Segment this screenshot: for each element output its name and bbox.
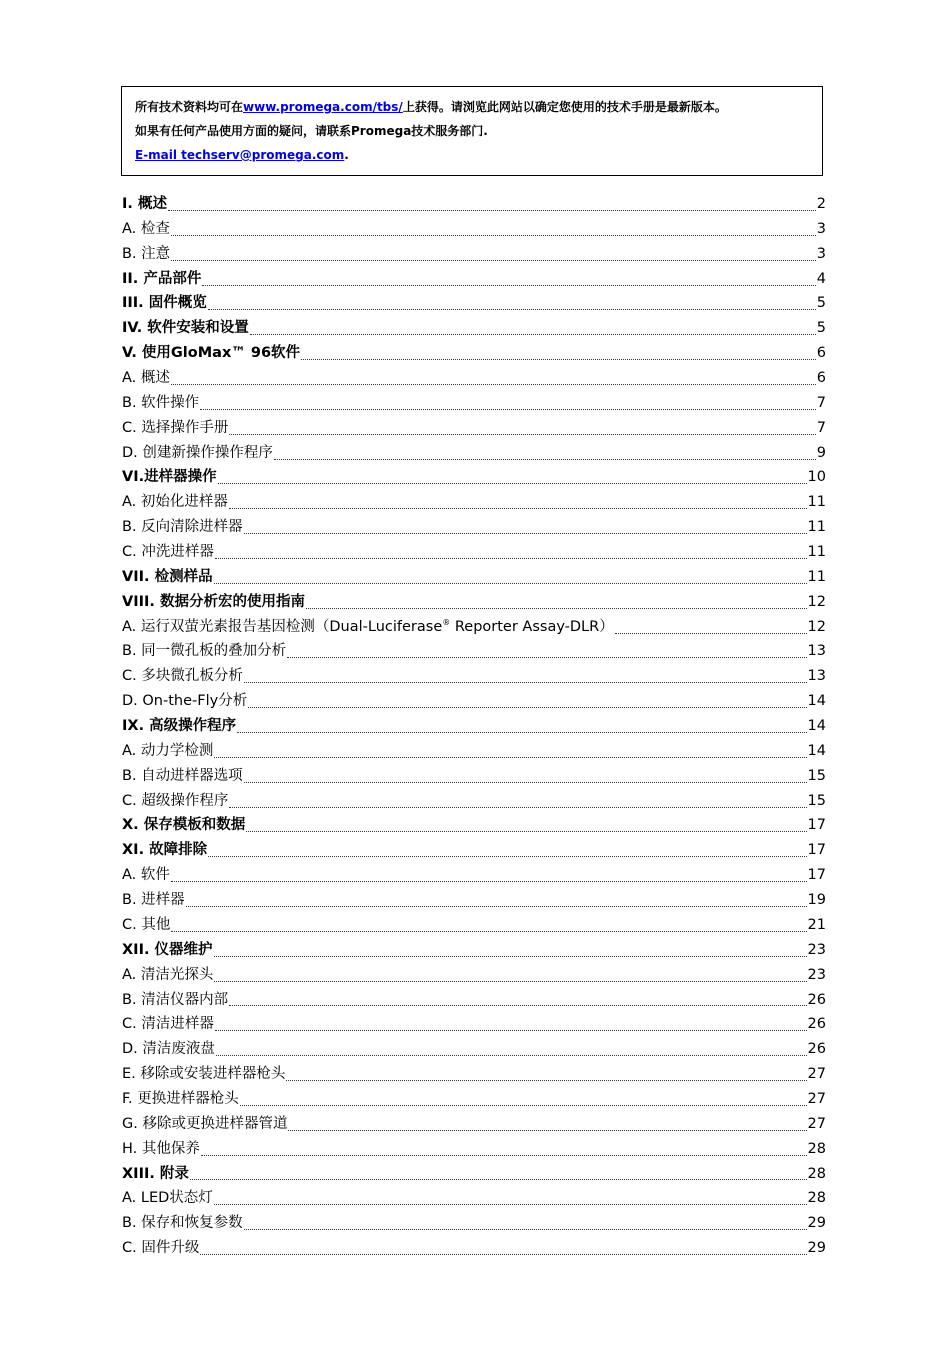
toc-entry-title	[122, 664, 243, 689]
toc-entry-title-text: XIII. 附录	[122, 1165, 189, 1182]
dot-leader	[171, 875, 807, 882]
toc-entry-title-text: A. 检查	[122, 220, 170, 237]
dot-leader	[286, 1074, 806, 1081]
toc-entry-title-text: IV. 软件安装和设置	[122, 320, 249, 337]
dot-leader	[216, 1049, 807, 1056]
toc-entry[interactable]	[122, 838, 826, 863]
toc-entry-title	[122, 192, 167, 217]
toc-entry-title-text: V. 使用GloMax™ 96软件	[122, 345, 301, 362]
dot-leader	[615, 627, 807, 634]
toc-entry-page: 11	[807, 494, 826, 511]
toc-entry-title	[122, 242, 170, 267]
dot-leader	[244, 676, 807, 683]
toc-entry-title-text: VI.进样器操作	[122, 469, 217, 486]
toc-entry-page: 28	[807, 1190, 826, 1207]
toc-entry-title	[122, 615, 614, 640]
toc-entry[interactable]	[122, 1087, 826, 1112]
toc-entry-title-text: D. 清洁废液盘	[122, 1041, 215, 1058]
toc-entry-title-text: B. 反向清除进样器	[122, 519, 243, 536]
notice-text: 所有技术资料均可在	[135, 100, 244, 114]
toc-entry-page: 23	[807, 966, 826, 983]
dot-leader	[214, 577, 807, 584]
toc-entry-title	[122, 813, 245, 838]
toc-entry-title-text: H. 其他保养	[122, 1140, 200, 1157]
toc-entry-title	[122, 838, 207, 863]
toc-entry-page: 10	[807, 469, 826, 486]
toc-entry-title-text: B. 进样器	[122, 892, 185, 909]
toc-entry-page: 13	[807, 643, 826, 660]
toc-entry-title-text: B. 软件操作	[122, 394, 200, 411]
toc-entry[interactable]	[122, 590, 826, 615]
toc-entry-page: 6	[816, 345, 826, 362]
dot-leader	[244, 776, 807, 783]
toc-entry-page: 14	[807, 693, 826, 710]
toc-entry[interactable]	[122, 441, 826, 466]
toc-entry-title	[122, 1112, 287, 1137]
toc-entry-title-text: B. 自动进样器选项	[122, 767, 243, 784]
toc-entry[interactable]	[122, 1186, 826, 1211]
toc-entry[interactable]	[122, 714, 826, 739]
toc-entry-title	[122, 988, 228, 1013]
toc-entry-page: 21	[807, 916, 826, 933]
dot-leader	[215, 552, 807, 559]
toc-entry[interactable]	[122, 888, 826, 913]
toc-entry[interactable]	[122, 565, 826, 590]
toc-entry[interactable]	[122, 192, 826, 217]
toc-entry-page: 27	[807, 1090, 826, 1107]
toc-entry-page: 26	[807, 1041, 826, 1058]
notice-line-1	[135, 95, 809, 119]
toc-entry-title	[122, 1162, 189, 1187]
toc-entry-title	[122, 465, 217, 490]
toc-entry[interactable]	[122, 789, 826, 814]
toc-entry-title-text: E. 移除或安装进样器枪头	[122, 1066, 286, 1083]
toc-entry[interactable]	[122, 913, 826, 938]
toc-entry[interactable]	[122, 1062, 826, 1087]
toc-entry-title	[122, 565, 213, 590]
toc-entry-title	[122, 366, 170, 391]
toc-entry-page: 6	[816, 370, 826, 387]
toc-entry-title	[122, 441, 273, 466]
toc-entry-title	[122, 1211, 243, 1236]
toc-entry-title-text: A. 清洁光探头	[122, 966, 214, 983]
dot-leader	[214, 975, 806, 982]
toc-entry[interactable]	[122, 242, 826, 267]
toc-entry-page: 11	[807, 568, 826, 585]
notice-line-2: 如果有任何产品使用方面的疑问，请联系Promega技术服务部门.	[135, 124, 488, 138]
dot-leader	[306, 602, 807, 609]
toc-entry-page: 11	[807, 544, 826, 561]
toc-entry-title-text: VII. 检测样品	[122, 568, 213, 585]
toc-entry-title-text: B. 同一微孔板的叠加分析	[122, 643, 287, 660]
dot-leader	[202, 279, 815, 286]
toc-entry-title	[122, 863, 170, 888]
toc-entry-page: 7	[816, 419, 826, 436]
dot-leader	[301, 353, 816, 360]
toc-entry-title-text: I. 概述	[122, 196, 167, 212]
toc-entry-title	[122, 391, 199, 416]
toc-entry-title	[122, 490, 228, 515]
toc-entry-title	[122, 341, 300, 366]
toc-entry-title-text: A. 概述	[122, 370, 170, 387]
dot-leader	[200, 1248, 806, 1255]
toc-entry-title-text: XII. 仪器维护	[122, 941, 213, 958]
dot-leader	[288, 1124, 806, 1131]
toc-entry-title-text: C. 冲洗进样器	[122, 544, 214, 561]
toc-entry[interactable]	[122, 689, 826, 714]
toc-entry-page: 14	[807, 742, 826, 759]
toc-entry[interactable]	[122, 615, 826, 640]
toc-entry-title-text: X. 保存模板和数据	[122, 817, 246, 834]
toc-entry-title	[122, 217, 170, 242]
dot-leader	[190, 1173, 807, 1180]
notice-text: 上获得。请浏览此网站以确定您使用的技术手册是最新版本。	[402, 100, 727, 114]
toc-entry-title-text: C. 固件升级	[122, 1240, 200, 1257]
toc-entry-title	[122, 267, 201, 292]
toc-entry-page: 13	[807, 668, 826, 685]
toc-entry[interactable]	[122, 490, 826, 515]
toc-entry-title-text: B. 保存和恢复参数	[122, 1215, 243, 1232]
dot-leader	[208, 850, 806, 857]
toc-entry-page: 7	[816, 394, 826, 411]
toc-entry-title	[122, 639, 286, 664]
dot-leader	[215, 1024, 807, 1031]
toc-entry-page: 23	[807, 941, 826, 958]
toc-entry-title-text: Reporter Assay-DLR）	[450, 618, 614, 635]
notice-line-3	[135, 143, 809, 167]
toc-entry-title	[122, 1037, 215, 1062]
toc-entry-title	[122, 1186, 213, 1211]
dot-leader	[248, 701, 806, 708]
dot-leader	[250, 328, 816, 335]
toc-entry[interactable]	[122, 1012, 826, 1037]
toc-entry-title-text: II. 产品部件	[122, 270, 202, 287]
toc-entry[interactable]	[122, 217, 826, 242]
toc-entry-title	[122, 789, 228, 814]
toc-entry[interactable]	[122, 515, 826, 540]
toc-entry-title	[122, 1012, 214, 1037]
toc-entry[interactable]	[122, 963, 826, 988]
table-of-contents	[122, 192, 826, 1261]
toc-entry-page: 4	[816, 270, 826, 287]
toc-entry-page: 26	[807, 991, 826, 1008]
dot-leader	[237, 726, 806, 733]
toc-entry-page: 29	[807, 1240, 826, 1257]
toc-entry-page: 19	[807, 892, 826, 909]
toc-entry-title-text: A. 运行双萤光素报告基因检测（Dual-Luciferase	[122, 618, 443, 635]
toc-entry[interactable]	[122, 540, 826, 565]
toc-entry-title	[122, 590, 305, 615]
toc-entry-title-text: C. 选择操作手册	[122, 419, 229, 436]
dot-leader	[214, 950, 807, 957]
toc-entry-page: 3	[816, 220, 826, 237]
toc-entry-title-text: C. 超级操作程序	[122, 792, 229, 809]
toc-entry-title	[122, 1087, 239, 1112]
toc-entry-page: 15	[807, 792, 826, 809]
toc-entry-title-text: A. 初始化进样器	[122, 494, 228, 511]
registered-mark: ®	[442, 617, 451, 627]
toc-entry-page: 2	[816, 196, 826, 212]
toc-entry[interactable]	[122, 764, 826, 789]
toc-entry-title	[122, 1137, 200, 1162]
toc-entry[interactable]	[122, 1137, 826, 1162]
toc-entry-title	[122, 1062, 285, 1087]
dot-leader	[171, 229, 816, 236]
dot-leader	[229, 801, 806, 808]
toc-entry-title-text: F. 更换进样器枪头	[122, 1090, 239, 1107]
toc-entry[interactable]	[122, 267, 826, 292]
toc-entry-title	[122, 540, 214, 565]
toc-entry-title-text: D. 创建新操作操作程序	[122, 444, 273, 461]
toc-entry-title	[122, 1236, 199, 1261]
dot-leader	[214, 751, 806, 758]
dot-leader	[246, 825, 806, 832]
toc-entry[interactable]	[122, 366, 826, 391]
toc-entry-title	[122, 291, 207, 316]
toc-entry-title-text: B. 清洁仪器内部	[122, 991, 229, 1008]
toc-entry-page: 3	[816, 245, 826, 262]
toc-entry[interactable]	[122, 465, 826, 490]
toc-entry-page: 17	[807, 842, 826, 859]
toc-entry[interactable]	[122, 1236, 826, 1261]
toc-entry[interactable]	[122, 938, 826, 963]
toc-entry-title	[122, 764, 243, 789]
email-link[interactable]: E-mail techserv@promega.com	[135, 148, 345, 162]
toc-entry-page: 9	[816, 444, 826, 461]
toc-entry[interactable]	[122, 341, 826, 366]
toc-entry-title-text: XI. 故障排除	[122, 842, 208, 859]
toc-entry-title-text: G. 移除或更换进样器管道	[122, 1115, 288, 1132]
dot-leader	[229, 502, 807, 509]
toc-entry-page: 11	[807, 519, 826, 536]
toc-entry[interactable]	[122, 739, 826, 764]
toc-entry-page: 5	[816, 320, 826, 337]
dot-leader	[274, 453, 816, 460]
toc-entry[interactable]	[122, 316, 826, 341]
toc-entry[interactable]	[122, 1112, 826, 1137]
toc-entry-page: 12	[807, 618, 826, 635]
toc-entry-title	[122, 515, 243, 540]
dot-leader	[171, 378, 816, 385]
toc-entry[interactable]	[122, 1211, 826, 1236]
toc-entry-page: 27	[807, 1066, 826, 1083]
toc-entry-page: 17	[807, 867, 826, 884]
toc-entry-title-text: IX. 高级操作程序	[122, 718, 237, 735]
toc-entry-title-text: A. 动力学检测	[122, 742, 214, 759]
toc-entry-title-text: A. 软件	[122, 867, 170, 884]
toc-entry-title-text: D. On-the-Fly分析	[122, 693, 248, 710]
toc-entry-page: 12	[807, 593, 826, 610]
dot-leader	[200, 403, 816, 410]
tbs-link[interactable]: www.promega.com/tbs/	[243, 100, 403, 114]
dot-leader	[244, 1223, 807, 1230]
dot-leader	[214, 1198, 807, 1205]
toc-entry[interactable]	[122, 416, 826, 441]
toc-entry-title	[122, 316, 249, 341]
toc-entry-title	[122, 416, 228, 441]
toc-entry[interactable]	[122, 291, 826, 316]
dot-leader	[229, 999, 806, 1006]
toc-entry-title	[122, 689, 247, 714]
toc-entry-title	[122, 888, 185, 913]
dot-leader	[229, 428, 815, 435]
dot-leader	[186, 900, 807, 907]
dot-leader	[287, 651, 806, 658]
toc-entry[interactable]	[122, 1037, 826, 1062]
dot-leader	[240, 1099, 807, 1106]
toc-entry-page: 28	[807, 1165, 826, 1182]
toc-entry[interactable]	[122, 391, 826, 416]
toc-entry-page: 5	[816, 295, 826, 312]
toc-entry-page: 28	[807, 1140, 826, 1157]
dot-leader	[244, 527, 807, 534]
toc-entry-title	[122, 913, 170, 938]
dot-leader	[171, 925, 806, 932]
dot-leader	[218, 477, 807, 484]
toc-entry-title-text: C. 其他	[122, 916, 171, 933]
toc-entry-title	[122, 714, 236, 739]
toc-entry-page: 17	[807, 817, 826, 834]
dot-leader	[171, 254, 816, 261]
notice-text: .	[344, 148, 349, 162]
toc-entry[interactable]	[122, 1162, 826, 1187]
toc-entry-title-text: III. 固件概览	[122, 295, 207, 312]
toc-entry[interactable]	[122, 639, 826, 664]
toc-entry[interactable]	[122, 988, 826, 1013]
toc-entry-page: 27	[807, 1115, 826, 1132]
toc-entry-title-text: VIII. 数据分析宏的使用指南	[122, 593, 305, 610]
toc-entry-page: 29	[807, 1215, 826, 1232]
toc-entry-title	[122, 963, 213, 988]
toc-entry-page: 26	[807, 1016, 826, 1033]
toc-entry-title	[122, 739, 213, 764]
toc-entry-title-text: A. LED状态灯	[122, 1190, 213, 1207]
notice-box	[121, 86, 823, 176]
dot-leader	[168, 204, 816, 211]
dot-leader	[208, 303, 816, 310]
toc-entry-page: 14	[807, 718, 826, 735]
dot-leader	[201, 1149, 807, 1156]
toc-entry-title-text: B. 注意	[122, 245, 171, 262]
toc-entry-title	[122, 938, 213, 963]
toc-entry[interactable]	[122, 863, 826, 888]
toc-entry-title-text: C. 清洁进样器	[122, 1016, 214, 1033]
toc-entry-page: 15	[807, 767, 826, 784]
toc-entry[interactable]	[122, 813, 826, 838]
toc-entry-title-text: C. 多块微孔板分析	[122, 668, 243, 685]
toc-entry[interactable]	[122, 664, 826, 689]
